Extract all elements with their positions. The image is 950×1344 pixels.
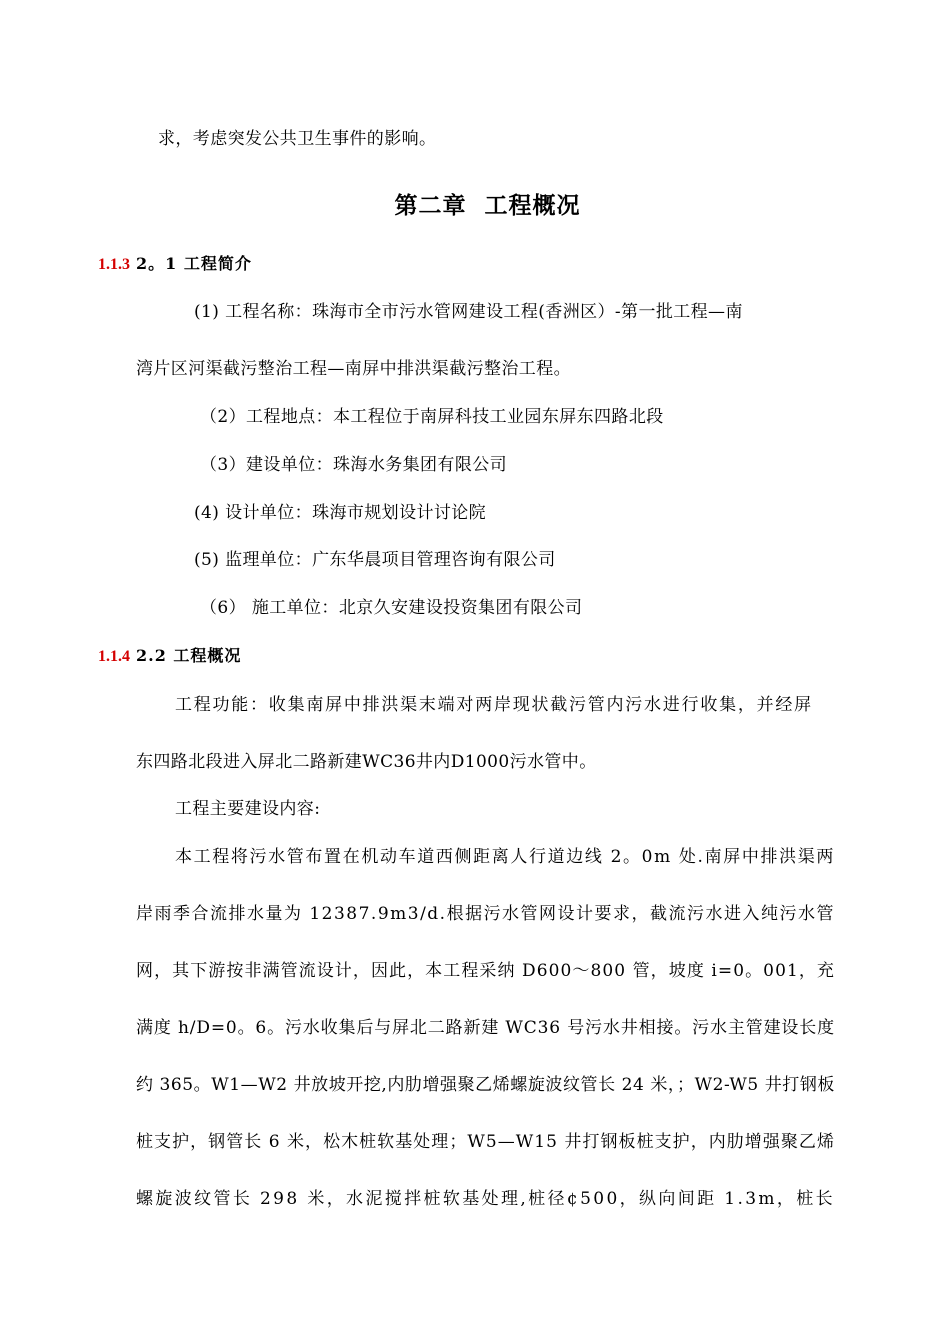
supervision-unit: (5) 监理单位：广东华晨项目管理咨询有限公司: [194, 550, 556, 570]
project-name-line-1: (1) 工程名称：珠海市全市污水管网建设工程(香洲区）-第一批工程—南: [194, 302, 743, 322]
main-content-label: 工程主要建设内容:: [175, 799, 321, 819]
content-line-4: 满度 h/D=0。6。污水收集后与屏北二路新建 WC36 号污水井相接。污水主管建设长度: [136, 1018, 835, 1038]
construction-unit: （3）建设单位：珠海水务集团有限公司: [200, 455, 508, 475]
section-title: 2.2 工程概况: [136, 646, 242, 665]
content-line-7: 螺旋波纹管长 298 米，水泥搅拌桩软基处理,桩径¢500，纵向间距 1.3m，桩长: [136, 1189, 835, 1209]
design-unit: (4) 设计单位：珠海市规划设计讨论院: [194, 503, 487, 523]
content-line-1: 本工程将污水管布置在机动车道西侧距离人行道边线 2。0m 处.南屏中排洪渠两: [175, 847, 835, 867]
content-line-6: 桩支护，钢管长 6 米，松木桩软基处理；W5—W15 井打钢板桩支护，内肋增强聚乙烯: [136, 1132, 835, 1152]
section-title: 2。1 工程简介: [136, 254, 252, 273]
text-run: 工程功能：收集南屏中排洪渠末端对两岸现状截污管内污水进行收集，并经屏: [175, 695, 813, 715]
content-line-5: 约 365。W1—W2 井放坡开挖,内肋增强聚乙烯螺旋波纹管长 24 米，；W2-W5 井打钢板: [136, 1075, 835, 1095]
section-heading-2-2: [98, 646, 241, 667]
project-location: （2）工程地点：本工程位于南屏科技工业园东屏东四路北段: [200, 407, 664, 427]
intro-paragraph-tail: 求，考虑突发公共卫生事件的影响。: [158, 129, 437, 149]
content-line-3: 网，其下游按非满管流设计，因此，本工程采纳 D600～800 管，坡度 i=0。001，充: [136, 961, 835, 981]
contractor-unit: （6） 施工单位：北京久安建设投资集团有限公司: [200, 598, 583, 618]
function-line-2: 东四路北段进入屏北二路新建WC36井内D1000污水管中。: [136, 752, 597, 772]
chapter-title: 第二章 工程概况: [394, 193, 581, 219]
section-number: 1.1.4: [98, 648, 130, 665]
section-heading-2-1: [98, 254, 252, 275]
project-name-line-2: 湾片区河渠截污整治工程—南屏中排洪渠截污整治工程。: [136, 359, 571, 379]
section-number: 1.1.3: [98, 256, 130, 273]
function-line-1: [175, 694, 827, 716]
content-line-2: 岸雨季合流排水量为 12387.9m3/d.根据污水管网设计要求，截流污水进入纯污水管: [136, 904, 835, 924]
